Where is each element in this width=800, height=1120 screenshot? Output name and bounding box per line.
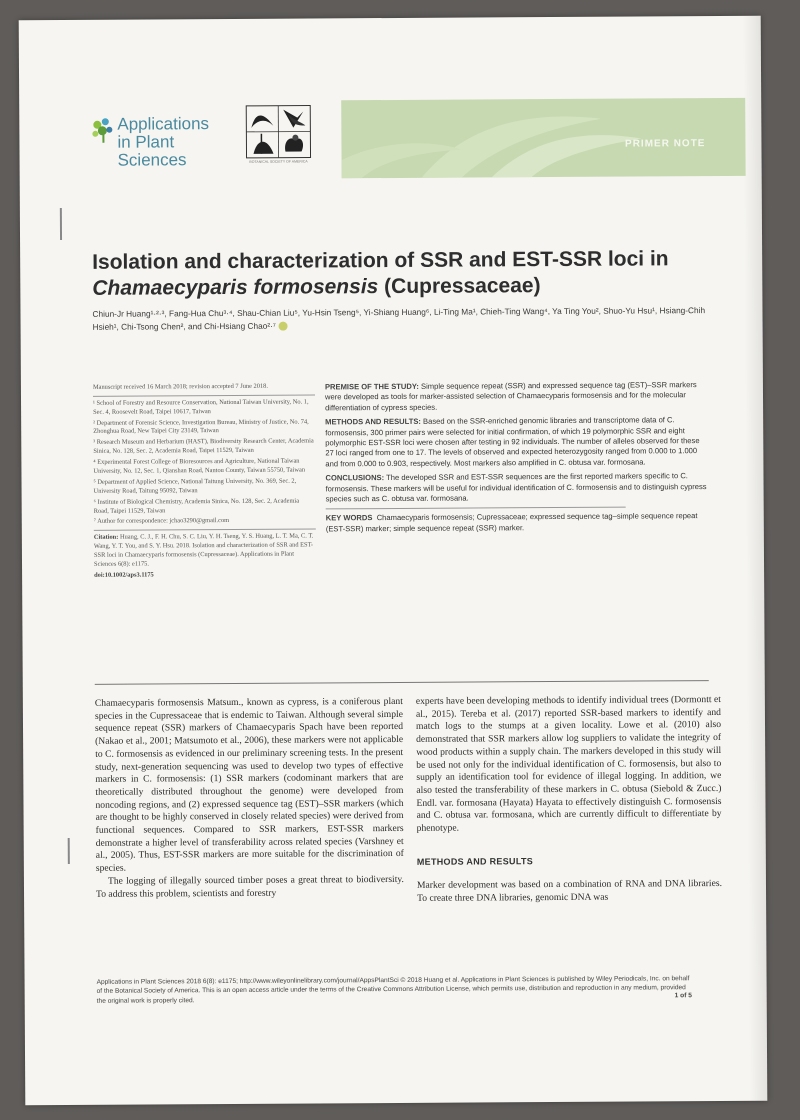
- body-column-left: [95, 696, 404, 901]
- affiliation-item: ³ Research Museum and Herbarium (HAST), Biodiversity Research Center, Academia Sinica, No. 128, Sec. 2, Academia Road, Taipei 11529, Taiwan: [93, 437, 314, 455]
- conclusions-label: CONCLUSIONS:: [325, 473, 385, 483]
- body-paragraph: Chamaecyparis formosensis Matsum., known as cypress, is a coniferous plant species in the Cupressaceae that is endemic to Taiwan. Although several simple sequence repeat (SSR) markers of Chamaecyparis Spach have been reported (Nakao et al., 2001; Matsumoto et al., 2006), these markers were not applicable to C. formosensis as evidenced in our preliminary screening tests. In the present study, next-generation sequencing was used to develop two types of effective markers in C. formosensis: (1) SSR markers (codominant markers that are theoretically distributed throughout the genome) were developed from noncoding regions, and (2) expressed sequence tag (EST)–SSR markers (which are thought to be highly conserved in closely related species) were derived from functional sequences. Compared to SSR markers, EST-SSR markers demonstrate a higher level of transferability across related species (Varshney et al., 2005). Thus, EST-SSR markers are more suitable for the discrimination of species.: [94, 695, 404, 874]
- margin-pen-mark: [68, 838, 70, 864]
- correspondence-email[interactable]: ⁷ Author for correspondence: jchao3290@gmail.com: [93, 517, 230, 526]
- body-paragraph: The logging of illegally sourced timber poses a great threat to biodiversity. To address this problem, scientists and forestry: [95, 873, 404, 900]
- affiliation-item: ² Department of Forensic Science, Investigation Bureau, Ministry of Justice, No. 74, Zhonghua Road, New Taipei City 23149, Taiwan: [93, 418, 309, 436]
- affiliation-item: ⁶ Institute of Biological Chemistry, Academia Sinica, No. 128, Sec. 2, Academia Road, Taipei 11529, Taiwan: [93, 497, 300, 515]
- banner-label: PRIMER NOTE: [624, 138, 706, 150]
- affiliation-item: ¹ School of Forestry and Resource Conservation, National Taiwan University, No. 1, Sec. 4, Roosevelt Road, Taipei 10617, Taiwan: [93, 398, 309, 416]
- title-species: Chamaecyparis formosensis: [92, 275, 379, 300]
- divider: [94, 529, 316, 531]
- primer-note-banner: [341, 98, 745, 178]
- body-paragraph: Marker development was based on a combination of RNA and DNA libraries. To create three DNA libraries, genomic DNA was: [416, 878, 723, 904]
- affiliation-item: ⁴ Experimental Forest College of Bioresources and Agriculture, National Taiwan University, No. 12, Sec. 1, Qianshan Road, Nantou County, Taiwan 55750, Taiwan: [93, 457, 306, 475]
- title-main: Isolation and characterization of SSR and EST-SSR loci in: [92, 247, 669, 274]
- page-number: 1 of 5: [674, 992, 692, 1000]
- conclusions-text: The developed SSR and EST-SSR sequences are the first reported markers specific to C. formosensis. These markers will be useful for individual identification of C. formosensis and to distinguish cypress species such as C. obtusa var. formosana.: [325, 471, 707, 504]
- body-paragraph: experts have been developing methods to identify individual trees (Dormontt et al., 2015). Tereba et al. (2017) reported SSR-based markers to identify and match logs to the stumps at a given locality. Lowe et al. (2010) also demonstrated that SSR markers allow log suppliers to validate the integrity of wood products within a supply chain. The markers developed in this study will be used not only for the individual identification of C. formosensis, but also to supply an identification tool for evidence of illegal logging. In addition, we also tested the transferability of these markers in C. obtusa (Siebold & Zucc.) Endl. var. formosana (Hayata) Hayata to effectively distinguish C. formosensis and C. obtusa var. formosana, which are currently difficult to differentiate by phenotype.: [415, 693, 722, 834]
- premise-text: Simple sequence repeat (SSR) and expressed sequence tag (EST)–SSR markers were developed as tools for marker-assisted selection of Chamaecyparis formosensis and for the molecular differentiation of cypress species.: [324, 380, 697, 413]
- page-footer: Applications in Plant Sciences 2018 6(8): e1175; http://www.wileyonlinelibrary.com/journal/AppsPlantSci © 2018 Huang et al. Applications in Plant Sciences is published by Wiley Periodicals, Inc. on behalf of the Botanical Society of America. This is an open access article under the terms of the Creative Commons Attribution License, which permits use, distribution and reproduction in any medium, provided the original work is properly cited.: [96, 975, 690, 1005]
- seal-caption: BOTANICAL SOCIETY OF AMERICA: [249, 159, 308, 164]
- journal-name: [117, 115, 241, 170]
- divider: [326, 507, 626, 510]
- affiliations-column: [93, 382, 316, 582]
- botanical-seal-icon: [243, 103, 313, 159]
- section-divider: [95, 680, 709, 685]
- methods-text: Based on the SSR-enriched genomic libraries and transcriptome data of C. formosensis, 300 primer pairs were selected for initial confirmation, of which 19 polymorphic SSR and eight polymorphic EST-SSR loci were chosen after testing in 92 individuals. The number of alleles observed for these 27 loci ranged from one to 17. The levels of observed and expected heterozygosity ranged from 0.000 to 1.000 and from 0.000 to 0.903, respectively. Most markers also amplified in C. obtusa var. formosana.: [325, 415, 700, 469]
- page-shadow-edge: [743, 16, 768, 1101]
- body-column-right: [416, 694, 722, 906]
- affiliation-item: ⁵ Department of Applied Science, National Taitung University, No. 369, Sec. 2, University Road, Taitung 95092, Taiwan: [93, 477, 297, 495]
- sprout-logo-icon: [91, 118, 117, 144]
- journal-logo: [91, 114, 241, 170]
- premise-label: PREMISE OF THE STUDY:: [324, 381, 419, 392]
- abstract: [325, 380, 708, 539]
- society-seal: [243, 103, 313, 175]
- citation-label: Citation:: [93, 533, 119, 542]
- citation-text: Huang, C. J., F. H. Chu, S. C. Liu, Y. H. Tseng, Y. S. Huang, L. T. Ma, C. T. Wang, Y. T. You, and S. Y. Hsu. 2018. Isolation and characterization of SSR and EST-SSR loci in Chamaecyparis formosensis (Cupressaceae). Applications in Plant Sciences 6(8): e1175.: [93, 532, 314, 568]
- authors-text: Chiun-Jr Huang¹·²·³, Fang-Hua Chu³·⁴, Shau-Chian Liu⁵, Yu-Hsin Tseng⁵, Yi-Shiang Huang⁶, Li-Ting Ma¹, Chieh-Ting Wang⁴, Ya Ting You², Shuo-Yu Hsu¹, Hsiang-Chih Hsieh¹, Chi-Tsong Chen², and Chi-Hsiang Chao²·⁷: [92, 305, 706, 332]
- margin-pen-mark: [60, 208, 62, 240]
- citation: [94, 533, 316, 570]
- section-heading: METHODS AND RESULTS: [416, 855, 534, 867]
- title-family: (Cupressaceae): [378, 274, 541, 299]
- orcid-icon[interactable]: [278, 322, 287, 331]
- article-title: [92, 246, 692, 302]
- divider: [93, 394, 315, 396]
- keywords-text: Chamaecyparis formosensis; Cupressaceae; expressed sequence tag–simple sequence repeat (EST-SSR) marker; simple sequence repeat (SSR) marker.: [325, 511, 698, 534]
- methods-label: METHODS AND RESULTS:: [325, 417, 421, 427]
- journal-name-line2: in Plant Sciences: [117, 132, 187, 170]
- received-dates: Manuscript received 16 March 2018; revision accepted 7 June 2018.: [92, 382, 268, 391]
- journal-name-line1: Applications: [117, 114, 210, 134]
- paper-page: [19, 16, 768, 1106]
- keywords-label: KEY WORDS: [325, 513, 373, 523]
- doi-link[interactable]: doi:10.1002/aps3.1175: [94, 571, 154, 579]
- author-list: [92, 304, 712, 334]
